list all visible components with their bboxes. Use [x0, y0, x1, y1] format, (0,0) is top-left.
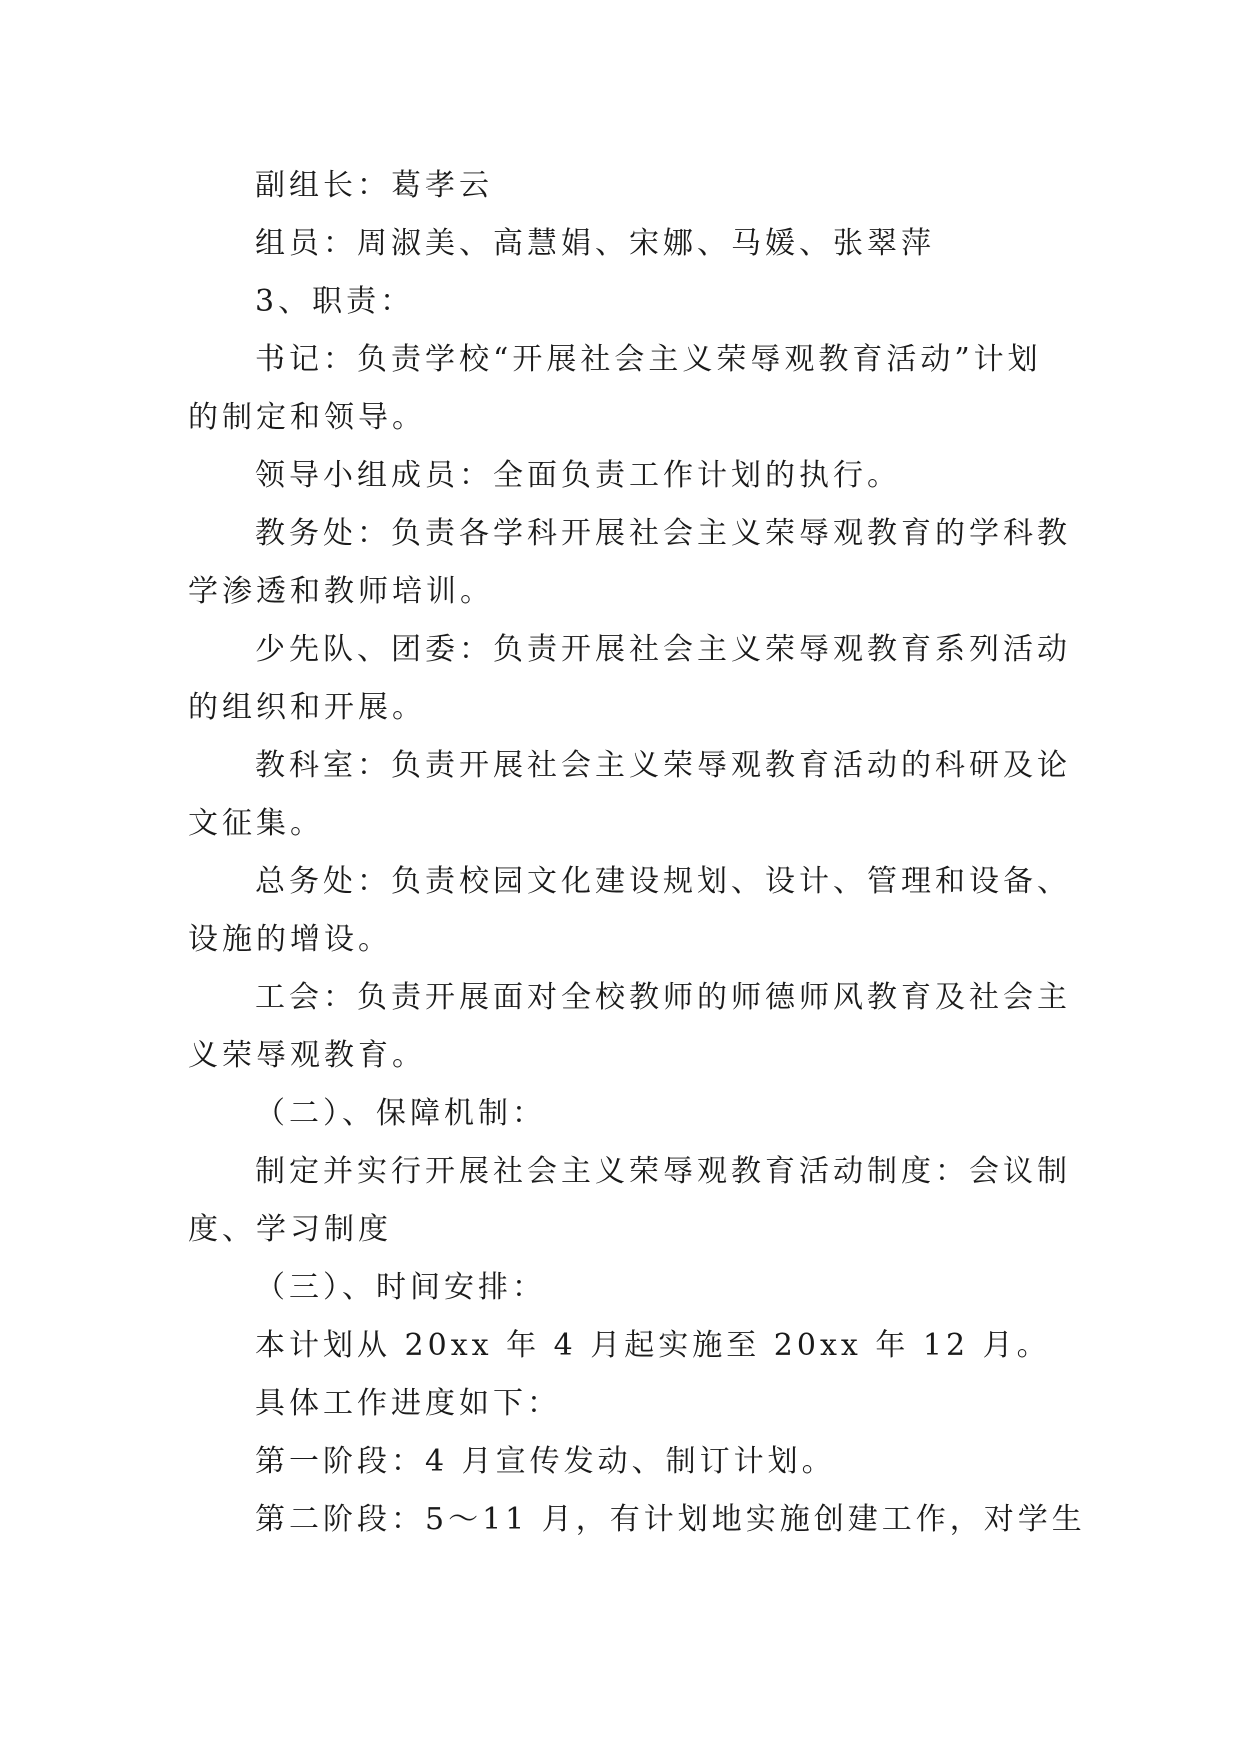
- text-line-4: 书记：负责学校“开展社会主义荣辱观教育活动”计划: [255, 342, 1042, 377]
- text-line-10: 的组织和开展。: [188, 690, 426, 725]
- text-line-6: 领导小组成员：全面负责工作计划的执行。: [255, 458, 901, 493]
- text-line-3: 3、职责：: [255, 284, 415, 319]
- text-line-5: 的制定和领导。: [188, 400, 426, 435]
- text-line-9: 少先队、团委：负责开展社会主义荣辱观教育系列活动: [255, 632, 1071, 667]
- text-line-13: 总务处：负责校园文化建设规划、设计、管理和设备、: [255, 864, 1071, 899]
- text-line-15: 工会：负责开展面对全校教师的师德师风教育及社会主: [255, 980, 1071, 1015]
- text-line-19: 度、学习制度: [188, 1212, 392, 1247]
- text-line-22: 具体工作进度如下：: [255, 1386, 561, 1421]
- text-line-24: 第二阶段：5～11 月，有计划地实施创建工作，对学生: [255, 1502, 1086, 1537]
- text-line-12: 文征集。: [188, 806, 324, 841]
- text-line-20: （三）、时间安排：: [255, 1270, 546, 1305]
- text-line-2: 组员：周淑美、高慧娟、宋娜、马媛、张翠萍: [255, 226, 935, 261]
- text-line-23: 第一阶段：4 月宣传发动、制订计划。: [255, 1444, 836, 1479]
- text-line-18: 制定并实行开展社会主义荣辱观教育活动制度：会议制: [255, 1154, 1071, 1189]
- text-line-11: 教科室：负责开展社会主义荣辱观教育活动的科研及论: [255, 748, 1071, 783]
- text-line-16: 义荣辱观教育。: [188, 1038, 426, 1073]
- text-line-17: （二）、保障机制：: [255, 1096, 546, 1131]
- text-line-1: 副组长：葛孝云: [255, 168, 493, 203]
- text-line-8: 学渗透和教师培训。: [188, 574, 494, 609]
- text-line-14: 设施的增设。: [188, 922, 392, 957]
- text-line-21: 本计划从 20xx 年 4 月起实施至 20xx 年 12 月。: [255, 1328, 1051, 1363]
- text-line-7: 教务处：负责各学科开展社会主义荣辱观教育的学科教: [255, 516, 1071, 551]
